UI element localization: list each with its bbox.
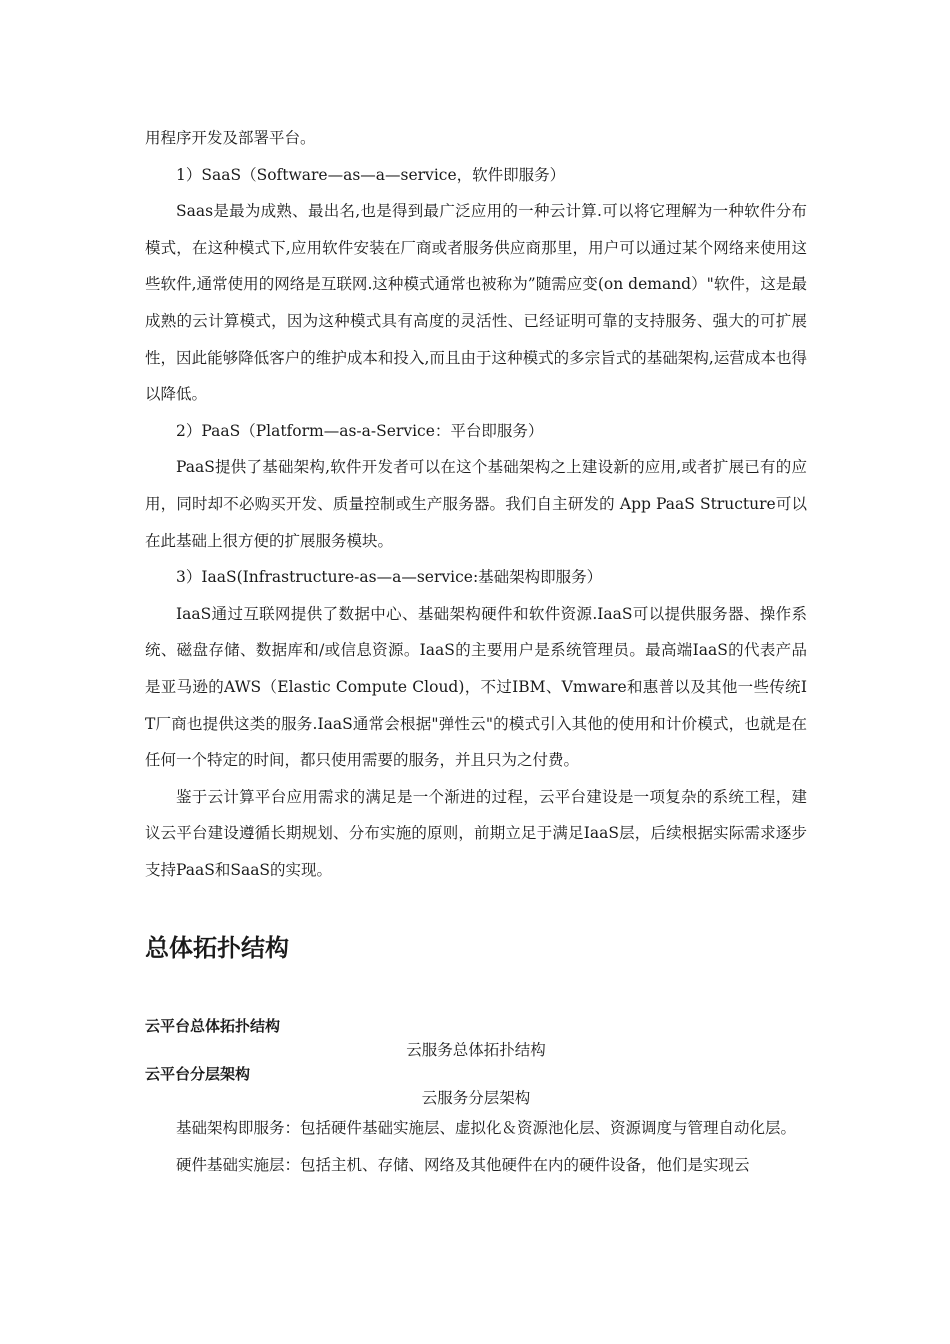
document-page bbox=[145, 120, 807, 1184]
body-paragraph: 鉴于云计算平台应用需求的满足是一个渐进的过程，云平台建设是一项复杂的系统工程，建议云平台建设遵循长期规划、分布实施的原则，前期立足于满足IaaS层，后续根据实际需求逐步支持PaaS和SaaS的实现。 bbox=[145, 787, 807, 879]
figure-caption: 云服务总体拓扑结构 bbox=[406, 1041, 546, 1060]
iaas-heading: 3）IaaS(Infrastructure-as—a—service:基础架构即服务） bbox=[176, 568, 603, 587]
subsection-heading: 云平台分层架构 bbox=[145, 1065, 251, 1084]
body-paragraph: 用程序开发及部署平台。 bbox=[145, 129, 316, 147]
saas-heading: 1）SaaS（Software—as—a—service，软件即服务） bbox=[176, 165, 566, 184]
paas-heading: 2）PaaS（Platform—as-a-Service：平台即服务） bbox=[176, 421, 544, 440]
section-heading: 总体拓扑结构 bbox=[145, 934, 289, 963]
body-paragraph: PaaS提供了基础架构,软件开发者可以在这个基础架构之上建设新的应用,或者扩展已有的应用，同时却不必购买开发、质量控制或生产服务器。我们自主研发的 App PaaS Structure可以在此基础上很方便的扩展服务模块。 bbox=[145, 458, 807, 550]
body-paragraph: IaaS通过互联网提供了数据中心、基础架构硬件和软件资源.IaaS可以提供服务器、操作系统、磁盘存储、数据库和/或信息资源。IaaS的主要用户是系统管理员。最高端IaaS的代表产品是亚马逊的AWS（Elastic Compute Cloud)，不过IBM、Vmware和惠普以及其他一些传统IT厂商也提供这类的服务.IaaS通常会根据"弹性云"的模式引入其他的使用和计价模式，也就是在任何一个特定的时间，都只使用需要的服务，并且只为之付费。 bbox=[145, 604, 807, 770]
subsection-heading: 云平台总体拓扑结构 bbox=[145, 1017, 281, 1036]
body-paragraph: Saas是最为成熟、最出名,也是得到最广泛应用的一种云计算.可以将它理解为一种软件分布模式，在这种模式下,应用软件安装在厂商或者服务供应商那里，用户可以通过某个网络来使用这些软件,通常使用的网络是互联网.这种模式通常也被称为”随需应变(on demand）"软件，这是最成熟的云计算模式，因为这种模式具有高度的灵活性、已经证明可靠的支持服务、强大的可扩展性，因此能够降低客户的维护成本和投入,而且由于这种模式的多宗旨式的基础架构,运营成本也得以降低。 bbox=[145, 202, 807, 404]
figure-caption: 云服务分层架构 bbox=[421, 1089, 531, 1108]
body-paragraph: 基础架构即服务：包括硬件基础实施层、虚拟化＆资源池化层、资源调度与管理自动化层。 bbox=[176, 1119, 797, 1138]
body-paragraph: 硬件基础实施层：包括主机、存储、网络及其他硬件在内的硬件设备，他们是实现云 bbox=[176, 1156, 750, 1175]
